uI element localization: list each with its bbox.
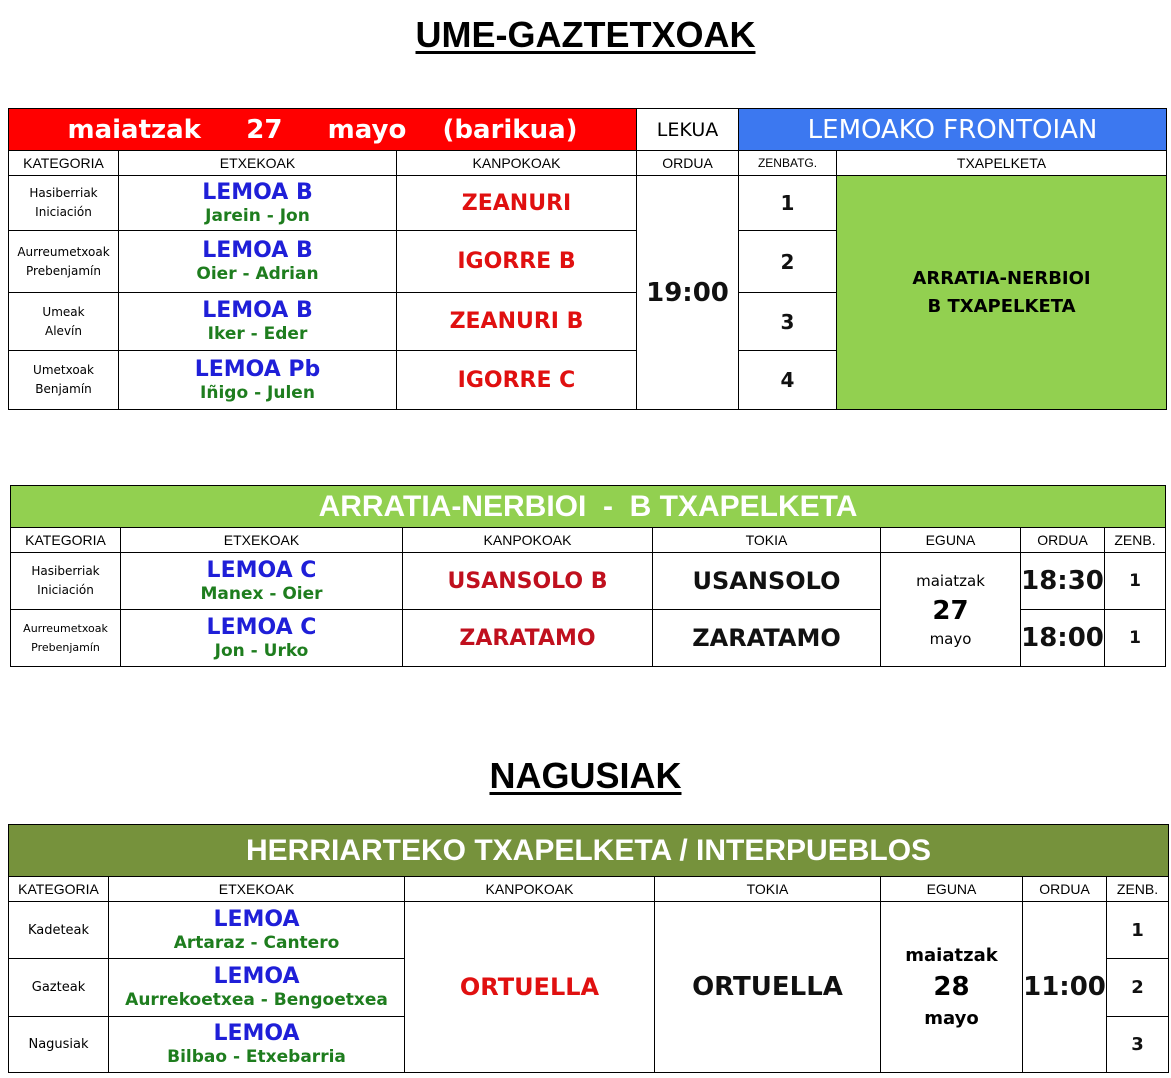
away-team-cell: IGORRE B: [397, 231, 637, 293]
nagusiak-schedule-table: [8, 824, 1169, 1073]
match-time: 11:00: [1023, 902, 1107, 1073]
section-title-ume: UME-GAZTETXOAK: [415, 14, 756, 55]
header-kategoria: KATEGORIA: [9, 877, 109, 902]
away-team-cell: IGORRE C: [397, 351, 637, 410]
interpueblos-banner: HERRIARTEKO TXAPELKETA / INTERPUEBLOS: [9, 825, 1169, 877]
category-cell: Hasiberriak Iniciación: [9, 176, 119, 231]
header-kategoria: KATEGORIA: [11, 528, 121, 553]
header-kanpokoak: KANPOKOAK: [405, 877, 655, 902]
section-title-nagusiak: NAGUSIAK: [489, 755, 682, 796]
header-ordua: ORDUA: [637, 151, 739, 176]
date-cell: maiatzak 27 mayo: [881, 553, 1021, 667]
header-zenbatg: ZENBATG.: [739, 151, 837, 176]
category-cell: Umeak Alevín: [9, 293, 119, 351]
home-team-cell: LEMOA B Jarein - Jon: [119, 176, 397, 231]
header-etxekoak: ETXEKOAK: [121, 528, 403, 553]
away-team-cell: ZARATAMO: [403, 610, 653, 667]
category-cell: Nagusiak: [9, 1017, 109, 1073]
table-row: [9, 902, 1169, 959]
arratia-schedule-table: [10, 485, 1166, 667]
match-time: 18:00: [1021, 610, 1105, 667]
header-kanpokoak: KANPOKOAK: [403, 528, 653, 553]
table-row: [11, 553, 1166, 610]
header-etxekoak: ETXEKOAK: [119, 151, 397, 176]
category-cell: Aurreumetxoak Prebenjamín: [11, 610, 121, 667]
away-team-cell: ZEANURI: [397, 176, 637, 231]
home-team-cell: LEMOA B Iker - Eder: [119, 293, 397, 351]
match-time: 18:30: [1021, 553, 1105, 610]
category-cell: Umetxoak Benjamín: [9, 351, 119, 410]
match-number: 1: [739, 176, 837, 231]
home-team-cell: LEMOA C Jon - Urko: [121, 610, 403, 667]
match-number: 2: [739, 231, 837, 293]
away-team-cell: USANSOLO B: [403, 553, 653, 610]
header-tokia: TOKIA: [655, 877, 881, 902]
away-team-cell: ZEANURI B: [397, 293, 637, 351]
match-time: 19:00: [637, 176, 739, 410]
header-ordua: ORDUA: [1021, 528, 1105, 553]
header-zenb: ZENB.: [1107, 877, 1169, 902]
match-number: 4: [739, 351, 837, 410]
match-number: 3: [739, 293, 837, 351]
table-row: [9, 176, 1167, 231]
header-ordua: ORDUA: [1023, 877, 1107, 902]
match-number: 1: [1107, 902, 1169, 959]
category-cell: Gazteak: [9, 959, 109, 1017]
lekua-label: LEKUA: [637, 109, 739, 151]
venue-cell: ORTUELLA: [655, 902, 881, 1073]
home-team-cell: LEMOA Aurrekoetxea - Bengoetxea: [109, 959, 405, 1017]
header-eguna: EGUNA: [881, 877, 1023, 902]
venue-cell: ZARATAMO: [653, 610, 881, 667]
competition-banner: ARRATIA-NERBIOI - B TXAPELKETA: [11, 486, 1166, 528]
header-zenb: ZENB.: [1105, 528, 1166, 553]
home-team-cell: LEMOA Bilbao - Etxebarria: [109, 1017, 405, 1073]
venue-banner: LEMOAKO FRONTOIAN: [739, 109, 1167, 151]
match-number: 1: [1105, 610, 1166, 667]
home-team-cell: LEMOA Artaraz - Cantero: [109, 902, 405, 959]
category-cell: Kadeteak: [9, 902, 109, 959]
match-number: 3: [1107, 1017, 1169, 1073]
home-team-cell: LEMOA B Oier - Adrian: [119, 231, 397, 293]
ume-schedule-table: [8, 108, 1167, 410]
category-cell: Hasiberriak Iniciación: [11, 553, 121, 610]
home-team-cell: LEMOA C Manex - Oier: [121, 553, 403, 610]
header-eguna: EGUNA: [881, 528, 1021, 553]
header-kanpokoak: KANPOKOAK: [397, 151, 637, 176]
header-tokia: TOKIA: [653, 528, 881, 553]
header-etxekoak: ETXEKOAK: [109, 877, 405, 902]
competition-cell: ARRATIA-NERBIOI B TXAPELKETA: [837, 176, 1167, 410]
match-number: 2: [1107, 959, 1169, 1017]
match-number: 1: [1105, 553, 1166, 610]
venue-cell: USANSOLO: [653, 553, 881, 610]
header-txapelketa: TXAPELKETA: [837, 151, 1167, 176]
date-banner: maiatzak 27 mayo (barikua): [9, 109, 637, 151]
date-cell: maiatzak 28 mayo: [881, 902, 1023, 1073]
home-team-cell: LEMOA Pb Iñigo - Julen: [119, 351, 397, 410]
header-kategoria: KATEGORIA: [9, 151, 119, 176]
category-cell: Aurreumetxoak Prebenjamín: [9, 231, 119, 293]
away-team-cell: ORTUELLA: [405, 902, 655, 1073]
